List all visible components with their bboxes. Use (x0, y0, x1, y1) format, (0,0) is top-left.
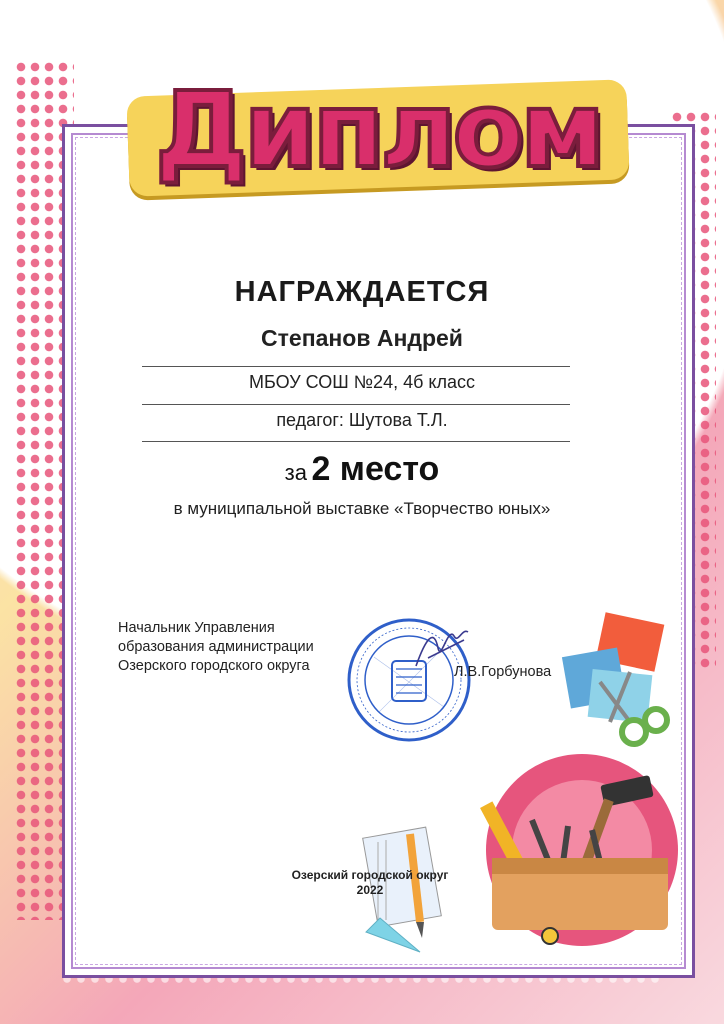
diploma-title: Диплом (155, 69, 601, 191)
divider-line (142, 404, 570, 405)
toolbox-icon (472, 740, 682, 950)
divider-line (142, 366, 570, 367)
signer-name: Л.В.Горбунова (454, 664, 552, 680)
signer-position: Начальник Управления образования администрации Озерского городского округа (118, 620, 314, 674)
title-banner (118, 60, 638, 210)
paper-scissors-icon (560, 612, 670, 752)
footer (270, 868, 470, 898)
teacher-name: педагог: Шутова Т.Л. (276, 410, 448, 430)
place-value: 2 место (311, 450, 440, 488)
school-class: МБОУ СОШ №24, 4б класс (249, 372, 475, 392)
awarded-heading: НАГРАЖДАЕТСЯ (234, 276, 490, 308)
recipient-name: Степанов Андрей (261, 325, 463, 351)
place-prefix: за (284, 460, 307, 485)
footer-year: 2022 (356, 883, 384, 897)
exhibition-name: в муниципальной выставке «Творчество юных» (173, 499, 551, 518)
place-award (0, 450, 724, 489)
divider-line (142, 441, 570, 442)
footer-city: Озерский городской округ (291, 868, 449, 882)
